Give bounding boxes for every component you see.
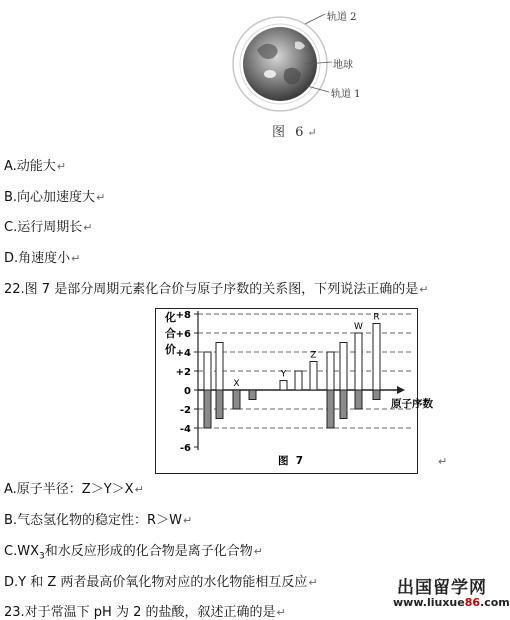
- q22-option-c: $C.WX_3$和水反应形成的化合物是离子化合物↵: [4, 544, 263, 562]
- bar-positive: [204, 352, 211, 390]
- orbit-2-label: 轨道 2: [327, 12, 357, 23]
- y-tick-label: -6: [179, 443, 191, 454]
- element-label: W: [354, 322, 363, 332]
- bar-positive: [340, 343, 347, 391]
- q21-option-d: D.角速度小↵: [4, 251, 81, 266]
- y-tick-label: +8: [175, 310, 191, 321]
- q21-option-c: C.运行周期长↵: [4, 220, 93, 235]
- y-tick-label: +2: [175, 367, 191, 378]
- element-label: R: [373, 312, 380, 323]
- bar-positive: [327, 352, 334, 390]
- figure-7-caption: 图 7: [278, 455, 304, 467]
- bar-positive: [280, 381, 287, 391]
- y-axis-label-char-2: 合: [165, 327, 176, 340]
- bar-positive: [216, 343, 223, 391]
- y-tick-label: +4: [175, 348, 191, 359]
- x-axis-label: 原子序数: [391, 398, 433, 410]
- bar-positive: [355, 333, 362, 390]
- earth-label: 地球: [333, 60, 353, 71]
- q22-option-d: D.Y 和 Z 两者最高价氧化物对应的水化物能相互反应↵: [4, 575, 318, 590]
- y-tick-label: -4: [179, 424, 191, 435]
- bar-positive: [373, 324, 380, 391]
- element-label: Z: [310, 350, 317, 361]
- q21-option-a: A.动能大↵: [4, 159, 67, 174]
- figure-7-return-mark: ↵: [438, 455, 448, 468]
- bar-negative: [340, 390, 347, 419]
- figure-6-caption: 图 6↵: [272, 125, 320, 140]
- bar-negative: [216, 390, 223, 419]
- element-label: Y: [280, 369, 287, 380]
- y-tick-label: -2: [179, 405, 191, 416]
- watermark-title: 出国留学网: [397, 578, 487, 598]
- bar-negative: [355, 390, 362, 409]
- bar-positive: [310, 362, 317, 391]
- bar-negative: [249, 390, 256, 400]
- y-tick-label: 0: [184, 386, 191, 397]
- bar-negative: [373, 390, 380, 400]
- figure-7-chart: [155, 308, 433, 473]
- q23-stem: 23.对于常温下 pH 为 2 的盐酸，叙述正确的是↵: [4, 605, 286, 620]
- y-axis-label-char-3: 价: [165, 343, 176, 356]
- bar-negative: [233, 390, 240, 409]
- bar-negative: [327, 390, 334, 428]
- element-label: X: [233, 379, 240, 389]
- orbit-1-label: 轨道 1: [331, 89, 361, 100]
- y-axis-label-char-1: 化: [165, 311, 176, 324]
- q21-option-b: B.向心加速度大↵: [4, 190, 106, 205]
- figure-6-illustration: [225, 0, 405, 125]
- bar-negative: [204, 390, 211, 428]
- q22-option-a: A.原子半径：Z＞Y＞X↵: [4, 482, 144, 497]
- bar-positive: [295, 371, 302, 390]
- x-axis-arrow: [397, 386, 405, 394]
- y-tick-label: +6: [175, 329, 191, 340]
- watermark-url: www.liuxue86.com: [393, 596, 510, 609]
- q22-option-b: B.气态氢化物的稳定性：R＞W↵: [4, 513, 193, 528]
- q22-stem: 22.图 7 是部分周期元素化合价与原子序数的关系图，下列说法正确的是↵: [4, 282, 429, 297]
